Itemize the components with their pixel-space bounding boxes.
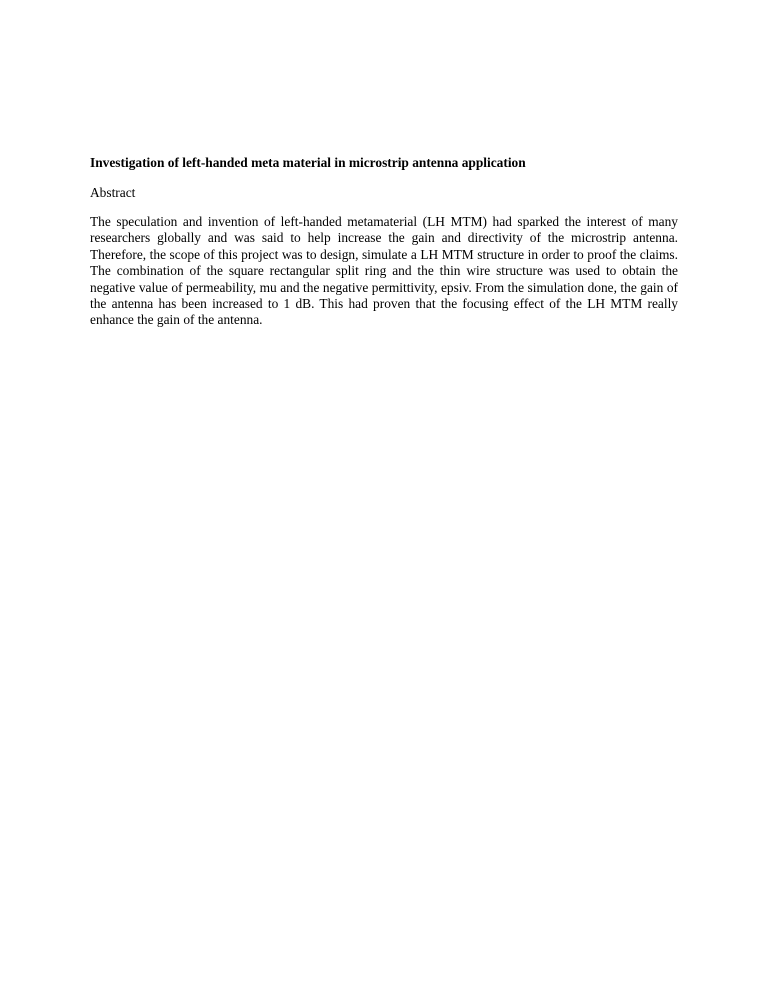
document-content	[90, 154, 678, 329]
document-title: Investigation of left-handed meta material in microstrip antenna application	[90, 155, 526, 170]
abstract-paragraph: The speculation and invention of left-handed metamaterial (LH MTM) had sparked the interest of many researchers globally and was said to help increase the gain and directivity of the microstrip antenna. Therefore, the scope of this project was to design, simulate a LH MTM structure in order to proof the claims. The combination of the square rectangular split ring and the thin wire structure was used to obtain the negative value of permeability, mu and the negative permittivity, epsiv. From the simulation done, the gain of the antenna has been increased to 1 dB. This had proven that the focusing effect of the LH MTM really enhance the gain of the antenna.	[90, 214, 678, 328]
section-heading-abstract: Abstract	[90, 185, 136, 200]
